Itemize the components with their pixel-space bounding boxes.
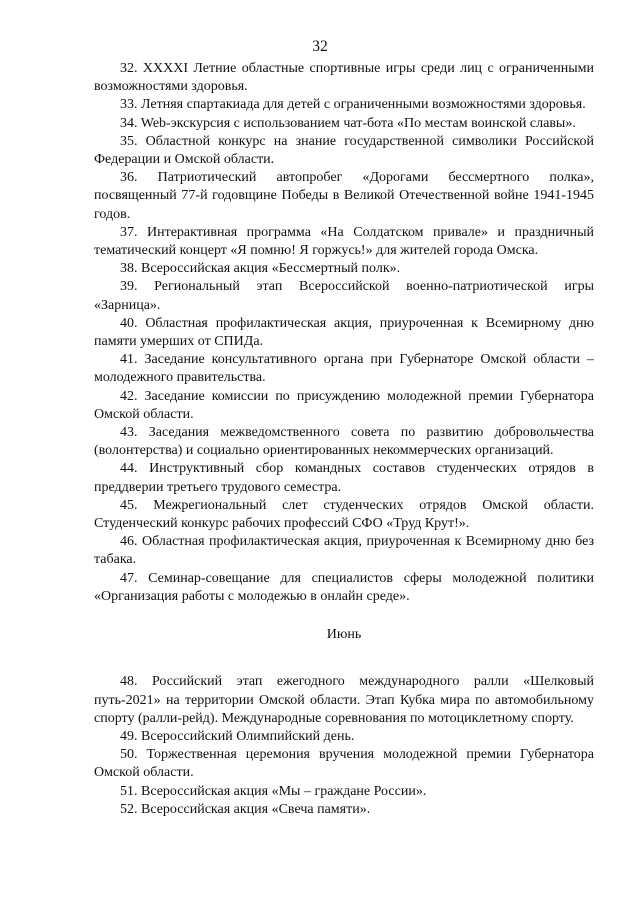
event-list-may (94, 60, 594, 606)
list-item: 50. Торжественная церемония вручения молодежной премии Губернатора Омской области. (94, 747, 594, 781)
list-item: 51. Всероссийская акция «Мы – граждане России». (120, 783, 427, 799)
list-item: 42. Заседание комиссии по присуждению молодежной премии Губернатора Омской области. (94, 388, 594, 422)
list-item: 47. Семинар-совещание для специалистов сферы молодежной политики «Организация работы с молодежью в онлайн среде». (94, 570, 594, 604)
list-item: 37. Интерактивная программа «На Солдатском привале» и праздничный тематический концерт «Я помню! Я горжусь!» для жителей города Омска. (94, 224, 594, 259)
list-item: 39. Региональный этап Всероссийской военно-патриотической игры «Зарница». (94, 279, 594, 313)
list-item: 40. Областная профилактическая акция, приуроченная к Всемирному дню памяти умерших от СПИДа. (94, 315, 594, 350)
list-item: 36. Патриотический автопробег «Дорогами бессмертного полка», посвященный 77-й годовщине Победы в Великой Отечественной войне 1941-1945 годов. (94, 170, 594, 222)
document-body (94, 60, 594, 819)
list-item: 44. Инструктивный сбор командных составов студенческих отрядов в преддверии третьего трудового семестра. (94, 461, 594, 495)
list-item: 32. XXXXI Летние областные спортивные игры среди лиц с ограниченными возможностями здоровья. (94, 61, 594, 95)
event-list-june (94, 673, 594, 819)
list-item: 34. Web-экскурсия с использованием чат-бота «По местам воинской славы». (120, 115, 576, 131)
list-item: 49. Всероссийский Олимпийский день. (120, 728, 355, 744)
list-item: 48. Российский этап ежегодного международного ралли «Шелковый путь-2021» на территории Омской области. Этап Кубка мира по автомобильному спорту (ралли-рейд). Международные соревнования по мотоциклетному спорту. (94, 674, 594, 726)
list-item: 43. Заседания межведомственного совета по развитию добровольчества (волонтерства) и социально ориентированных некоммерческих организаций. (94, 425, 594, 459)
list-item: 41. Заседание консультативного органа при Губернаторе Омской области – молодежного правительства. (94, 352, 594, 386)
list-item: 46. Областная профилактическая акция, приуроченная к Всемирному дню без табака. (94, 534, 594, 568)
list-item: 38. Всероссийская акция «Бессмертный полк». (120, 261, 401, 277)
list-item: 52. Всероссийская акция «Свеча памяти». (120, 801, 371, 817)
list-item: 33. Летняя спартакиада для детей с ограниченными возможностями здоровья. (120, 97, 586, 113)
month-heading: Июнь (326, 627, 362, 643)
list-item: 45. Межрегиональный слет студенческих отрядов Омской области. Студенческий конкурс рабочих профессий СФО «Труд Крут!». (94, 497, 594, 532)
list-item: 35. Областной конкурс на знание государственной символики Российской Федерации и Омской области. (94, 133, 594, 168)
page-number: 32 (312, 38, 328, 55)
